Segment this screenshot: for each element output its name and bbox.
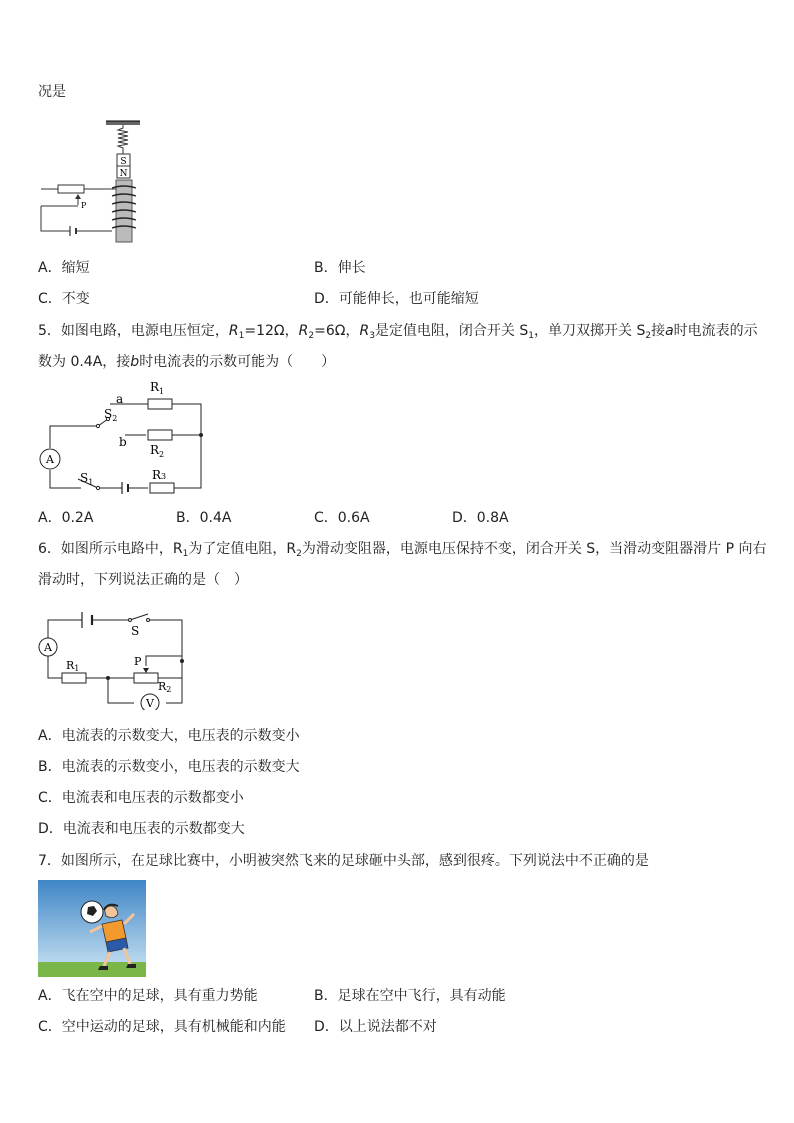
q4-option-a[interactable]: A．缩短 <box>38 260 90 276</box>
s1-label: $S_1$ <box>80 471 94 487</box>
r1-label: R1 <box>66 659 80 673</box>
q6-stem-line2: 滑动时，下列说法正确的是（ ） <box>38 572 248 588</box>
r1-resistor <box>62 673 86 683</box>
q4-figure-electromagnet <box>38 118 148 246</box>
q6-stem-line1: 6．如图所示电路中，$R_1$为了定值电阻，$R_2$为滑动变阻器，电源电压保持不变，闭合开关 S，当滑动变阻器滑片 P 向右 <box>38 541 767 559</box>
r2-resistor <box>148 430 172 440</box>
contact-b-label: b <box>119 435 127 449</box>
r1-label: $R_1$ <box>150 380 165 396</box>
svg-text:A: A <box>46 453 54 466</box>
q4-option-b[interactable]: B．伸长 <box>314 260 366 276</box>
slider-label: P <box>134 655 142 668</box>
q7-figure-football-illustration <box>38 880 146 977</box>
q5-option-b[interactable]: B．0.4A <box>176 510 232 526</box>
q4-stem-continuation: 况是 <box>38 84 66 100</box>
ceiling <box>106 121 140 125</box>
r3-label: R3 <box>152 468 167 482</box>
q5-option-a[interactable]: A．0.2A <box>38 510 94 526</box>
q7-option-a[interactable]: A．飞在空中的足球，具有重力势能 <box>38 988 258 1004</box>
q5-figure-circuit <box>38 378 208 496</box>
magnet-n-label: N <box>119 169 128 179</box>
q5-stem-line1: 5．如图电路，电源电压恒定，$R_1=12\Omega$，$R_2=6\Omega$，$R_3$是定值电阻，闭合开关 $S_1$，单刀双掷开关 $S_2$接a时电流表的示 <box>38 323 758 341</box>
slider-label: P <box>81 201 87 210</box>
q6-option-b[interactable]: B．电流表的示数变小，电压表的示数变大 <box>38 759 300 775</box>
q5-option-c[interactable]: C．0.6A <box>314 510 370 526</box>
contact-a-label: a <box>116 392 124 406</box>
q7-option-b[interactable]: B．足球在空中飞行，具有动能 <box>314 988 506 1004</box>
q6-option-a[interactable]: A．电流表的示数变大，电压表的示数变小 <box>38 728 300 744</box>
svg-text:A: A <box>44 641 52 654</box>
r2-rheostat <box>134 673 158 683</box>
r2-label: R2 <box>158 680 172 694</box>
q5-stem-line2: 数为 0.4A，接b时电流表的示数可能为（ ） <box>38 354 336 370</box>
switch-label: S <box>131 624 140 638</box>
magnet-s-label: S <box>120 157 127 167</box>
s2-label: $S_2$ <box>104 407 118 423</box>
q4-option-c[interactable]: C．不变 <box>38 291 90 307</box>
q6-figure-circuit <box>36 606 188 710</box>
svg-text:V: V <box>146 697 154 710</box>
rheostat <box>58 185 84 193</box>
q7-option-c[interactable]: C．空中运动的足球，具有机械能和内能 <box>38 1019 286 1035</box>
r3-resistor <box>150 483 174 493</box>
r2-label: $R_2$ <box>150 443 165 459</box>
spring <box>118 125 128 154</box>
q5-option-d[interactable]: D．0.8A <box>452 510 509 526</box>
q6-option-d[interactable]: D．电流表和电压表的示数都变大 <box>38 821 245 837</box>
q6-option-c[interactable]: C．电流表和电压表的示数都变小 <box>38 790 244 806</box>
r1-resistor <box>148 399 172 409</box>
q7-stem: 7．如图所示，在足球比赛中，小明被突然飞来的足球砸中头部，感到很疼。下列说法中不正确的是 <box>38 853 649 869</box>
q4-option-d[interactable]: D．可能伸长，也可能缩短 <box>314 291 479 307</box>
q7-option-d[interactable]: D．以上说法都不对 <box>314 1019 437 1035</box>
